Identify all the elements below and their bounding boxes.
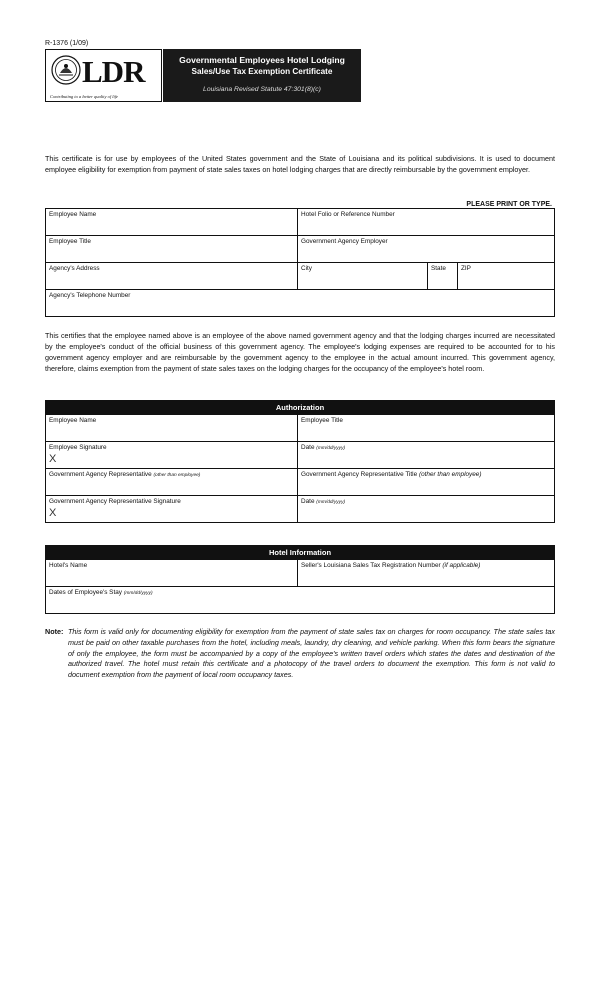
form-title-line1: Governmental Employees Hotel Lodging bbox=[179, 55, 345, 65]
zip-label: ZIP bbox=[461, 265, 471, 272]
employee-signature-label: Employee Signature bbox=[49, 444, 107, 451]
rep-date-format-hint: (mm/dd/yyyy) bbox=[316, 500, 346, 505]
city-field[interactable] bbox=[298, 263, 428, 290]
seller-registration-field[interactable] bbox=[298, 560, 555, 587]
agency-employer-label: Government Agency Employer bbox=[301, 238, 388, 245]
state-field[interactable] bbox=[428, 263, 458, 290]
hotel-folio-field[interactable] bbox=[298, 209, 555, 236]
auth-employee-title-field[interactable] bbox=[298, 415, 555, 442]
note-section bbox=[45, 627, 555, 681]
signature-x-mark: X bbox=[49, 453, 57, 465]
rep-signature-field[interactable] bbox=[46, 496, 298, 523]
ldr-logo bbox=[45, 49, 162, 102]
rep-title-note: (other than employee) bbox=[418, 471, 482, 478]
rep-signature-x-mark: X bbox=[49, 507, 57, 519]
form-title-block bbox=[163, 49, 361, 102]
agency-address-label: Agency's Address bbox=[49, 265, 100, 272]
employee-date-field[interactable] bbox=[298, 442, 555, 469]
seller-registration-note: (if applicable) bbox=[442, 562, 481, 569]
dates-of-stay-label: Dates of Employee's Stay bbox=[49, 589, 122, 596]
auth-employee-title-label: Employee Title bbox=[301, 417, 343, 424]
form-title-line2: Sales/Use Tax Exemption Certificate bbox=[191, 67, 333, 76]
dates-format-hint: (mm/dd/yyyy) bbox=[123, 591, 153, 596]
rep-name-field[interactable] bbox=[46, 469, 298, 496]
auth-employee-name-field[interactable] bbox=[46, 415, 298, 442]
logo-tagline: Contributing to a better quality of life bbox=[50, 94, 118, 99]
rep-date-label: Date bbox=[301, 498, 315, 505]
agency-employer-field[interactable] bbox=[298, 236, 555, 263]
date-format-hint: (mm/dd/yyyy) bbox=[316, 446, 346, 451]
agency-address-field[interactable] bbox=[46, 263, 298, 290]
note-text: This form is valid only for documenting eligibility for exemption from the payment of state sales tax on charges for room occupancy. The state sales tax must be paid on other taxable purchases from the hotel, including meals, laundry, dry cleaning, and vehicle parking. When this form bears the signature of only the employee, the form must be accompanied by a copy of the employee's written travel orders which states the dates and destination of the authorized travel. The hotel must retain this certificate and a photocopy of the travel orders to document the exemption. This form is not valid to document exemption from the payment of local room occupancy taxes. bbox=[68, 627, 555, 680]
authorization-header: Authorization bbox=[46, 401, 555, 415]
hotel-info-table bbox=[45, 545, 555, 614]
employee-title-field[interactable] bbox=[46, 236, 298, 263]
employee-signature-field[interactable] bbox=[46, 442, 298, 469]
employee-info-table bbox=[45, 208, 555, 317]
city-label: City bbox=[301, 265, 313, 272]
zip-field[interactable] bbox=[458, 263, 555, 290]
print-notice: PLEASE PRINT OR TYPE. bbox=[466, 201, 552, 208]
state-label: State bbox=[431, 265, 446, 272]
rep-note: (other than employee) bbox=[153, 473, 201, 478]
date-label: Date bbox=[301, 444, 315, 451]
intro-paragraph: This certificate is for use by employees of the United States government and the State of Louisiana and its political subdivisions. It is used to document employee eligibility for exemption from payment of state sales taxes on hotel lodging charges that are directly reimbursable by the government employer. bbox=[45, 154, 555, 174]
employee-title-label: Employee Title bbox=[49, 238, 91, 245]
form-number: R-1376 (1/09) bbox=[45, 40, 89, 47]
auth-employee-name-label: Employee Name bbox=[49, 417, 97, 424]
rep-title-field[interactable] bbox=[298, 469, 555, 496]
authorization-table bbox=[45, 400, 555, 523]
agency-phone-label: Agency's Telephone Number bbox=[49, 292, 131, 299]
note-label: Note: bbox=[45, 627, 64, 636]
employee-name-label: Employee Name bbox=[49, 211, 97, 218]
rep-title-label: Government Agency Representative Title bbox=[301, 471, 418, 478]
rep-date-field[interactable] bbox=[298, 496, 555, 523]
agency-phone-field[interactable] bbox=[46, 290, 555, 317]
employee-name-field[interactable] bbox=[46, 209, 298, 236]
rep-signature-label: Government Agency Representative Signature bbox=[49, 498, 181, 505]
seller-registration-label: Seller's Louisiana Sales Tax Registration Number bbox=[301, 562, 441, 569]
statute-reference: Louisiana Revised Statute 47:301(8)(c) bbox=[203, 86, 321, 93]
hotel-name-label: Hotel's Name bbox=[49, 562, 88, 569]
hotel-name-field[interactable] bbox=[46, 560, 298, 587]
rep-label: Government Agency Representative bbox=[49, 471, 152, 478]
state-seal-icon bbox=[51, 55, 81, 85]
certification-paragraph: This certifies that the employee named above is an employee of the above named government agency and that the lodging charges incurred are necessitated by the employee's conduct of the official business of this government agency. The employee's lodging expenses are required to be accounted for to his government agency employer and are reimbursable by the government agency to the employee in the actual amount incurred. This government agency, therefore, claims exemption from the payment of state sales taxes on the lodging charges for the occupancy of the employee's hotel room. bbox=[45, 331, 555, 373]
dates-of-stay-field[interactable] bbox=[46, 587, 555, 614]
hotel-folio-label: Hotel Folio or Reference Number bbox=[301, 211, 395, 218]
ldr-logo-text: LDR bbox=[82, 54, 145, 89]
hotel-info-header: Hotel Information bbox=[46, 546, 555, 560]
